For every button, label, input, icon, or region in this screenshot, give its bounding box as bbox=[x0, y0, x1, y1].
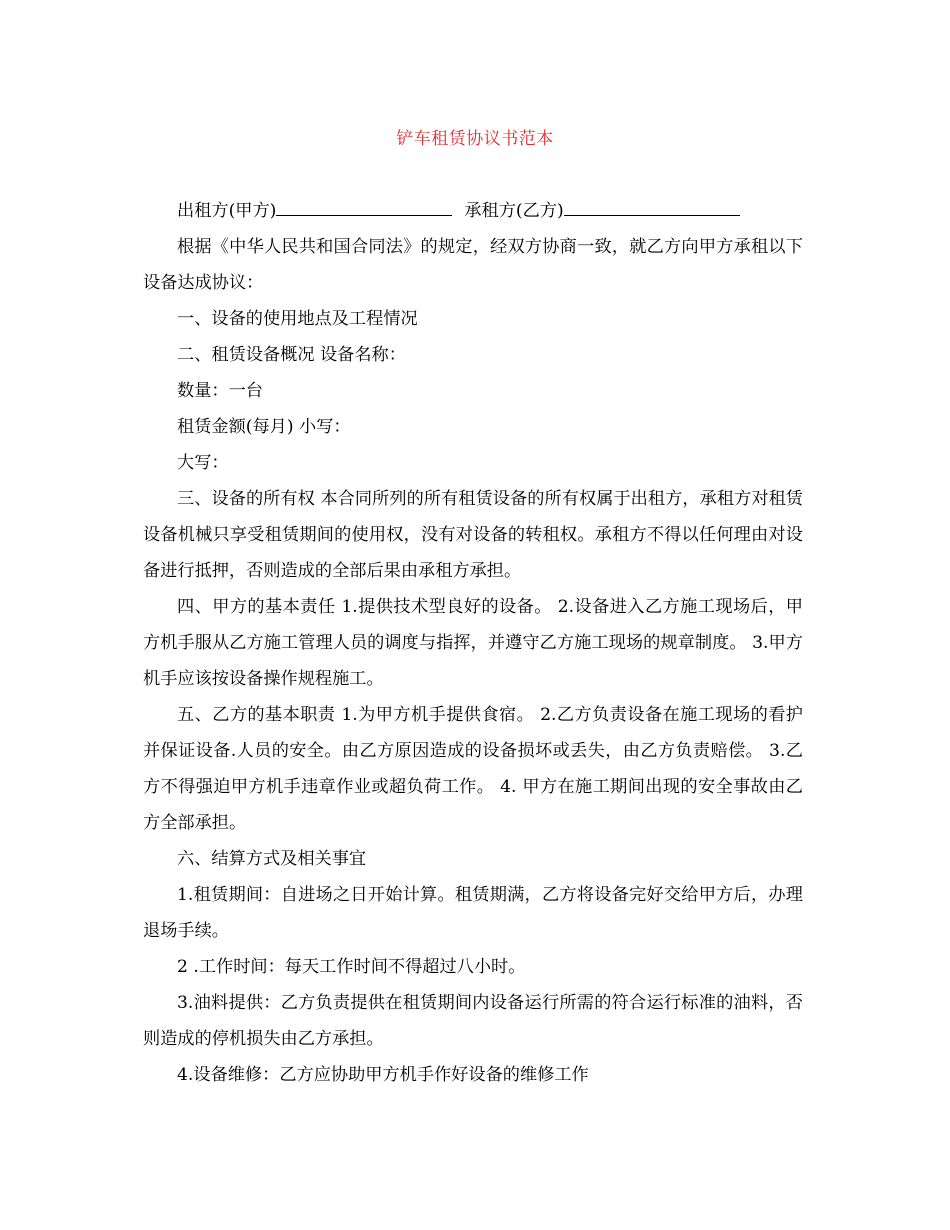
paragraph-section-6: 六、结算方式及相关事宜 bbox=[177, 849, 367, 869]
paragraph-item-1: 1.租赁期间：自进场之日开始计算。租赁期满，乙方将设备完好交给甲方后，办理退场手续。 bbox=[143, 885, 803, 941]
paragraph-item-3: 3.油料提供：乙方负责提供在租赁期间内设备运行所需的符合运行标准的油料，否则造成的停机损失由乙方承担。 bbox=[143, 993, 803, 1049]
paragraph-section-1: 一、设备的使用地点及工程情况 bbox=[177, 309, 418, 329]
paragraph-item-2: 2 .工作时间：每天工作时间不得超过八小时。 bbox=[177, 957, 526, 977]
paragraph-rent-words: 大写： bbox=[177, 453, 229, 473]
document-body bbox=[143, 193, 803, 1093]
paragraph-section-2: 二、租赁设备概况 设备名称： bbox=[177, 345, 406, 365]
lessor-blank bbox=[276, 195, 452, 216]
document-title: 铲车租赁协议书范本 bbox=[396, 129, 554, 149]
paragraph-preamble: 根据《中华人民共和国合同法》的规定，经双方协商一致，就乙方向甲方承租以下设备达成协议： bbox=[143, 237, 803, 293]
paragraph-section-3: 三、设备的所有权 本合同所列的所有租赁设备的所有权属于出租方，承租方对租赁设备机械只享受租赁期间的使用权，没有对设备的转租权。承租方不得以任何理由对设备进行抵押，否则造成的全部后果由承租方承担。 bbox=[143, 489, 803, 581]
paragraph-quantity: 数量：一台 bbox=[177, 381, 263, 401]
lessor-label: 出租方(甲方) bbox=[177, 201, 277, 221]
parties-line bbox=[143, 193, 803, 229]
lessee-blank bbox=[564, 195, 740, 216]
paragraph-section-5: 五、乙方的基本职责 1.为甲方机手提供食宿。 2.乙方负责设备在施工现场的看护并保证设备.人员的安全。由乙方原因造成的设备损坏或丢失，由乙方负责赔偿。 3.乙方不得强迫甲方机手违章作业或超负荷工作。 4. 甲方在施工期间出现的安全事故由乙方全部承担。 bbox=[143, 705, 803, 833]
paragraph-rent-figures: 租赁金额(每月) 小写： bbox=[177, 417, 351, 437]
paragraph-item-4: 4.设备维修：乙方应协助甲方机手作好设备的维修工作 bbox=[177, 1065, 589, 1085]
lessee-label: 承租方(乙方) bbox=[464, 201, 564, 221]
paragraph-section-4: 四、甲方的基本责任 1.提供技术型良好的设备。 2.设备进入乙方施工现场后，甲方机手服从乙方施工管理人员的调度与指挥，并遵守乙方施工现场的规章制度。 3.甲方机手应该按设备操作规程施工。 bbox=[143, 597, 803, 689]
